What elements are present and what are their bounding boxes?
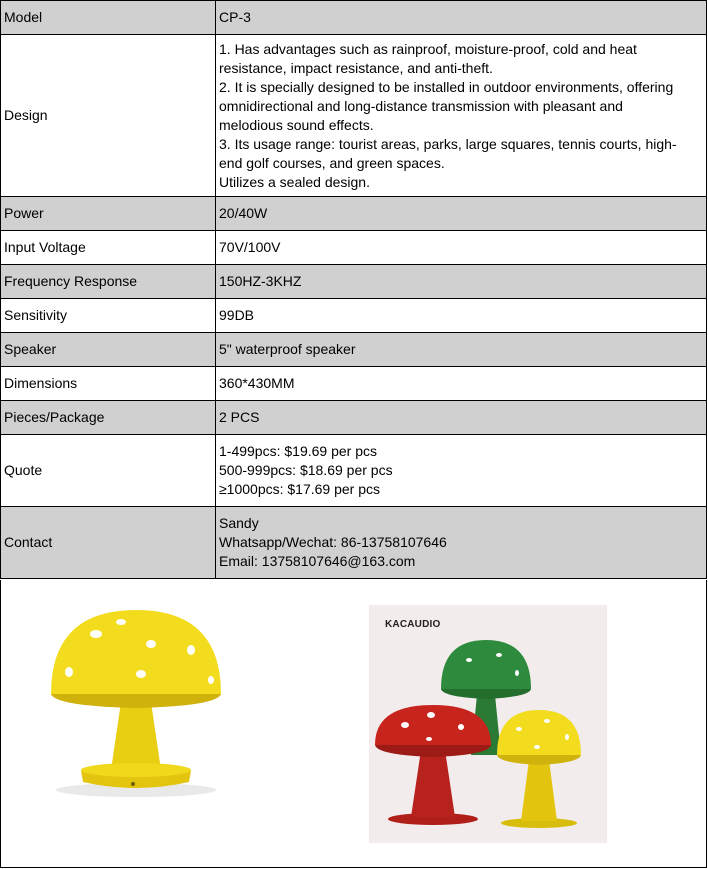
- spec-value-line: 150HZ-3KHZ: [219, 273, 302, 289]
- spec-row: [1, 299, 707, 333]
- spec-value-line: 1. Has advantages such as rainproof, moisture-proof, cold and heat: [219, 40, 637, 57]
- spec-value-line: 5" waterproof speaker: [219, 341, 356, 357]
- mushroom-speakers-illustration: [369, 605, 607, 843]
- spec-value-line: Email: 13758107646@163.com: [219, 553, 416, 569]
- spec-row: [1, 435, 707, 507]
- three-mushroom-speakers-image: [369, 605, 607, 843]
- spec-value-line: 500-999pcs: $18.69 per pcs: [219, 462, 393, 478]
- spec-row: [1, 35, 707, 197]
- spec-label: Dimensions: [1, 367, 216, 401]
- spec-row: [1, 231, 707, 265]
- spec-value: [216, 197, 707, 231]
- spec-value-line: melodious sound effects.: [219, 116, 374, 133]
- spec-value: [216, 1, 707, 35]
- spec-value-line: 360*430MM: [219, 375, 295, 391]
- spec-label: Speaker: [1, 333, 216, 367]
- spec-value: [216, 265, 707, 299]
- spec-value: [216, 299, 707, 333]
- spec-value: [216, 435, 707, 507]
- spec-value-line: 2. It is specially designed to be installed in outdoor environments, offering: [219, 78, 674, 95]
- spec-value: [216, 367, 707, 401]
- spec-row: [1, 507, 707, 579]
- spec-value: [216, 507, 707, 579]
- spec-row: [1, 265, 707, 299]
- spec-value-line: 3. Its usage range: tourist areas, parks, large squares, tennis courts, high-: [219, 135, 677, 152]
- spec-value-line: CP-3: [219, 9, 251, 25]
- spec-value-line: omnidirectional and long-distance transmission with pleasant and: [219, 97, 623, 114]
- spec-value-line: 99DB: [219, 307, 255, 323]
- spec-value-line: Utilizes a sealed design.: [219, 173, 370, 190]
- spec-row: [1, 367, 707, 401]
- spec-value-line: resistance, impact resistance, and anti-theft.: [219, 59, 493, 76]
- spec-label: Input Voltage: [1, 231, 216, 265]
- spec-label: Quote: [1, 435, 216, 507]
- spec-label: Contact: [1, 507, 216, 579]
- spec-label: Model: [1, 1, 216, 35]
- spec-value-line: Whatsapp/Wechat: 86-13758107646: [219, 534, 447, 550]
- spec-label: Sensitivity: [1, 299, 216, 333]
- spec-row: [1, 1, 707, 35]
- kacaudio-logo: KACAUDIO: [385, 619, 441, 630]
- spec-label: Design: [1, 35, 216, 197]
- spec-row: [1, 401, 707, 435]
- spec-row: [1, 197, 707, 231]
- spec-label: Power: [1, 197, 216, 231]
- spec-value-line: end golf courses, and green spaces.: [219, 154, 445, 171]
- product-photos: [0, 580, 707, 868]
- spec-value: [216, 401, 707, 435]
- yellow-mushroom-speaker-image: [41, 610, 231, 800]
- spec-value-line: 20/40W: [219, 205, 268, 221]
- spec-row: [1, 333, 707, 367]
- spec-value-line: 70V/100V: [219, 239, 281, 255]
- spec-value: [216, 333, 707, 367]
- spec-label: Frequency Response: [1, 265, 216, 299]
- spec-value-line: Sandy: [219, 515, 259, 531]
- spec-value-line: 2 PCS: [219, 409, 260, 425]
- spec-label: Pieces/Package: [1, 401, 216, 435]
- spec-value-line: 1-499pcs: $19.69 per pcs: [219, 443, 377, 459]
- spec-value: [216, 35, 707, 197]
- spec-value: [216, 231, 707, 265]
- spec-value-line: ≥1000pcs: $17.69 per pcs: [219, 481, 381, 497]
